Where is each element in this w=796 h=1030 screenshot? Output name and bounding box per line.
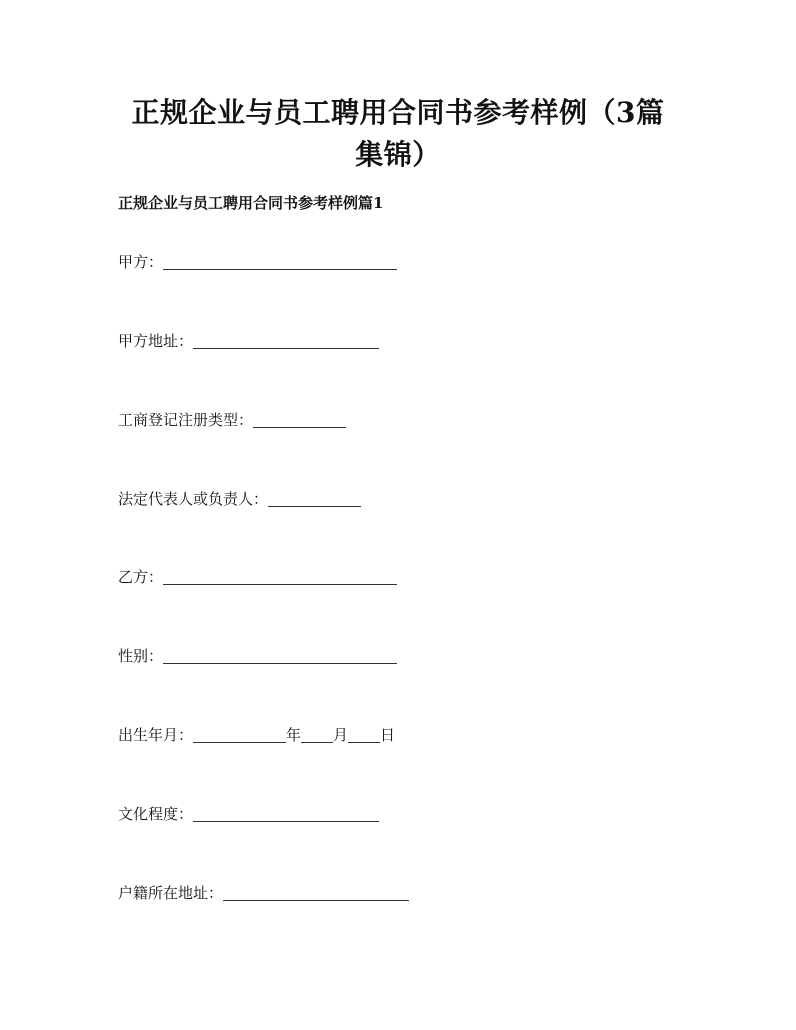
education-label: 文化程度： [118, 805, 194, 823]
title-line-2: 集锦） [355, 138, 441, 171]
party-a-address-label: 甲方地址： [118, 332, 194, 350]
party-a-address-blank [193, 332, 379, 349]
title-line-1: 正规企业与员工聘用合同书参考样例（3篇 [131, 96, 665, 129]
party-a-field [118, 252, 397, 272]
household-address-blank [223, 884, 409, 901]
party-a-label: 甲方： [118, 253, 164, 271]
birth-date-field [118, 725, 395, 745]
gender-label: 性别： [118, 647, 164, 665]
party-b-blank [163, 568, 397, 585]
birth-month-blank [301, 726, 333, 743]
gender-blank [163, 647, 397, 664]
registration-type-blank [253, 411, 346, 428]
legal-representative-blank [268, 490, 361, 507]
household-address-field [118, 883, 409, 903]
legal-representative-field [118, 489, 361, 509]
birth-year-unit: 年 [286, 726, 302, 744]
legal-representative-label: 法定代表人或负责人： [118, 490, 269, 508]
section-heading: 正规企业与员工聘用合同书参考样例篇1 [118, 194, 384, 212]
birth-year-blank [193, 726, 286, 743]
education-field [118, 804, 379, 824]
birth-day-unit: 日 [380, 726, 396, 744]
education-blank [193, 805, 379, 822]
household-address-label: 户籍所在地址： [118, 884, 224, 902]
party-b-field [118, 567, 397, 587]
birth-day-blank [348, 726, 380, 743]
document-title [60, 92, 736, 176]
birth-date-label: 出生年月： [118, 726, 194, 744]
party-b-label: 乙方： [118, 568, 164, 586]
registration-type-label: 工商登记注册类型： [118, 411, 254, 429]
gender-field [118, 646, 397, 666]
party-a-blank [163, 253, 397, 270]
birth-month-unit: 月 [333, 726, 349, 744]
party-a-address-field [118, 331, 379, 351]
registration-type-field [118, 410, 346, 430]
